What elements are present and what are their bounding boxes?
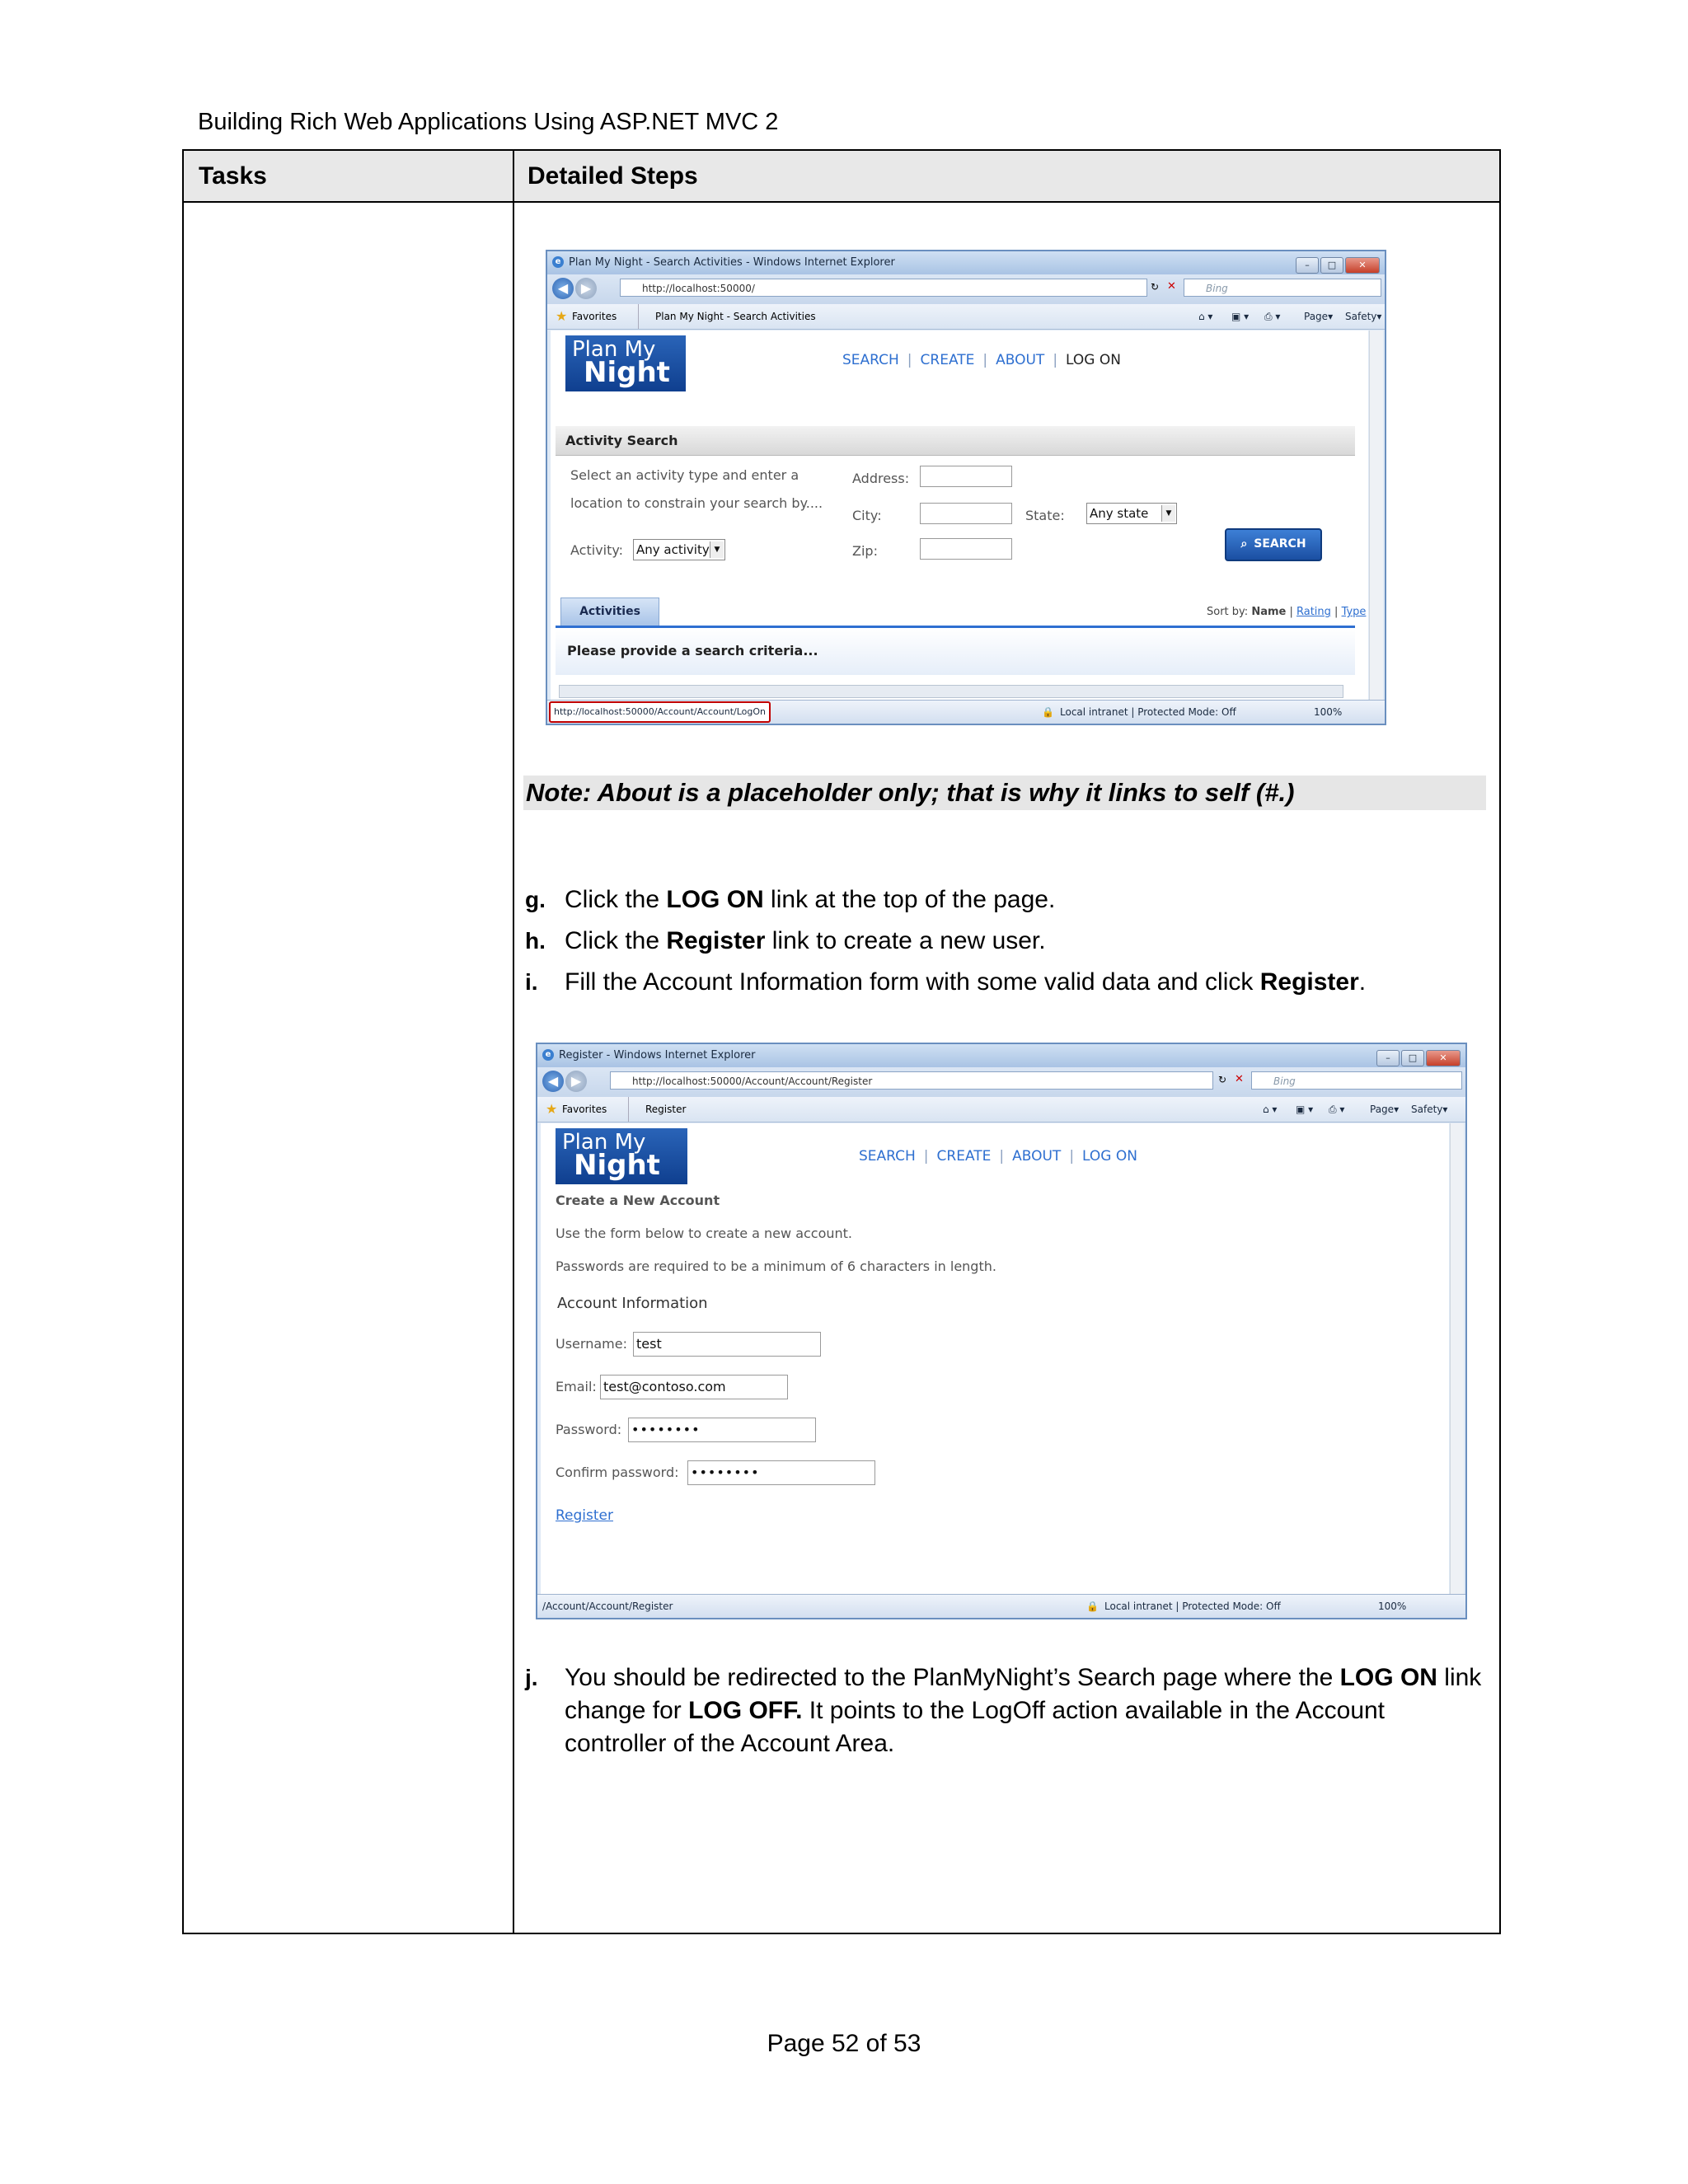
browser-tab[interactable] (638, 304, 886, 329)
nav-create-link[interactable]: CREATE (936, 1148, 992, 1165)
zone-icon: 🔒 (1086, 1601, 1099, 1612)
search-box[interactable]: Bing (1251, 1071, 1462, 1090)
nav-logon-link[interactable]: LOG ON (1066, 352, 1121, 368)
nav-create-link[interactable]: CREATE (920, 352, 975, 368)
window-title: Plan My Night - Search Activities - Windows Internet Explorer (569, 256, 895, 269)
status-bar (547, 700, 1385, 724)
safety-menu[interactable]: Safety▾ (1411, 1104, 1448, 1115)
section-title: Account Information (557, 1295, 708, 1312)
back-arrow-icon[interactable]: ◀ (552, 278, 574, 299)
dropdown-arrow-icon: ▼ (710, 541, 724, 558)
results-message: Please provide a search criteria... (556, 626, 1355, 675)
tab-activities[interactable]: Activities (560, 598, 659, 626)
home-icon[interactable]: ⌂ ▾ (1263, 1104, 1278, 1115)
steps-column-header: Detailed Steps (528, 162, 698, 190)
city-input[interactable] (920, 503, 1012, 524)
username-input[interactable]: test (633, 1332, 821, 1357)
minimize-button[interactable]: – (1296, 257, 1319, 274)
intro-line2: Passwords are required to be a minimum of 6 characters in length. (556, 1258, 996, 1274)
search-box[interactable]: Bing (1184, 279, 1381, 297)
print-icon[interactable]: ⎙ ▾ (1329, 1104, 1345, 1115)
back-arrow-icon[interactable]: ◀ (542, 1071, 564, 1092)
tasks-column-header: Tasks (199, 162, 267, 190)
activity-label: Activity: (570, 542, 624, 558)
zoom-level[interactable]: 100% (1314, 706, 1343, 718)
sort-name-link[interactable]: Name (1251, 606, 1287, 618)
nav-about-link[interactable]: ABOUT (1012, 1148, 1062, 1165)
sort-controls: Sort by: Name | Rating | Type (1207, 606, 1367, 618)
magnifier-icon: ⌕ (1240, 537, 1248, 551)
activity-search-panel-title: Activity Search (556, 426, 1355, 456)
zoom-level[interactable]: 100% (1378, 1601, 1407, 1612)
page-menu[interactable]: Page▾ (1370, 1104, 1400, 1115)
nav-about-link[interactable]: ABOUT (996, 352, 1045, 368)
refresh-icon[interactable]: ↻ (1151, 281, 1160, 293)
intro-line1: Use the form below to create a new account. (556, 1226, 853, 1241)
zone-icon: 🔒 (1042, 706, 1054, 718)
page-number: Page 52 of 53 (767, 2030, 921, 2057)
window-titlebar (537, 1044, 1465, 1067)
search-hint-line1: Select an activity type and enter a (570, 467, 799, 483)
window-titlebar (547, 251, 1385, 274)
page-content (541, 1123, 1449, 1596)
sort-rating-link[interactable]: Rating (1296, 606, 1331, 618)
search-hint-line2: location to constrain your search by.... (570, 495, 823, 511)
register-link[interactable]: Register (556, 1507, 613, 1524)
note-callout: Note: About is a placeholder only; that is why it links to self (#.) (523, 776, 1486, 810)
security-zone: Local intranet | Protected Mode: Off (1104, 1601, 1281, 1612)
url-input[interactable]: http://localhost:50000/ (620, 279, 1147, 297)
zip-label: Zip: (852, 543, 878, 559)
dropdown-arrow-icon: ▼ (1161, 505, 1175, 522)
home-icon[interactable]: ⌂ ▾ (1198, 311, 1213, 322)
refresh-icon[interactable]: ↻ (1218, 1074, 1227, 1085)
vertical-scrollbar[interactable] (1369, 330, 1383, 702)
search-button[interactable]: ⌕ SEARCH (1225, 528, 1322, 561)
document-header: Building Rich Web Applications Using ASP.NET MVC 2 (198, 109, 779, 135)
nav-logon-link[interactable]: LOG ON (1082, 1148, 1137, 1165)
page-content (551, 330, 1368, 702)
state-select[interactable]: Any state ▼ (1086, 503, 1177, 524)
city-label: City: (852, 508, 882, 523)
confirm-password-input[interactable]: •••••••• (687, 1460, 875, 1485)
browser-tab-label: Plan My Night - Search Activities (655, 311, 816, 322)
nav-search-link[interactable]: SEARCH (842, 352, 899, 368)
horizontal-scrollbar[interactable] (559, 685, 1343, 698)
close-button[interactable]: ✕ (1426, 1050, 1461, 1066)
table-header-row (184, 151, 1499, 203)
activity-select[interactable]: Any activity ▼ (633, 539, 725, 560)
favorites-star-icon: ★ (546, 1101, 558, 1117)
print-icon[interactable]: ⎙ ▾ (1264, 311, 1281, 322)
address-input[interactable] (920, 466, 1012, 487)
password-label: Password: (556, 1422, 622, 1437)
browser-tab-label: Register (645, 1104, 687, 1115)
address-bar-row (537, 1067, 1465, 1097)
zip-input[interactable] (920, 538, 1012, 560)
favorites-bar (537, 1097, 1465, 1122)
forward-arrow-icon[interactable]: ▶ (565, 1071, 587, 1092)
column-divider (513, 151, 514, 1933)
window-title: Register - Windows Internet Explorer (559, 1049, 756, 1062)
state-label: State: (1025, 508, 1065, 523)
plan-my-night-logo[interactable]: Plan My Night (556, 1128, 687, 1184)
feeds-icon[interactable]: ▣ ▾ (1231, 311, 1250, 322)
favorites-button[interactable]: Favorites (572, 311, 617, 322)
stop-icon[interactable]: ✕ (1235, 1073, 1244, 1085)
url-input[interactable]: http://localhost:50000/Account/Account/Register (610, 1071, 1213, 1090)
page-heading: Create a New Account (556, 1193, 720, 1208)
email-input[interactable]: test@contoso.com (600, 1375, 788, 1399)
favorites-star-icon: ★ (556, 308, 568, 324)
security-zone: Local intranet | Protected Mode: Off (1060, 706, 1236, 718)
address-label: Address: (852, 471, 910, 486)
favorites-button[interactable]: Favorites (562, 1104, 607, 1115)
safety-menu[interactable]: Safety▾ (1345, 311, 1382, 322)
close-button[interactable]: ✕ (1345, 257, 1380, 274)
sort-type-link[interactable]: Type (1341, 606, 1367, 618)
feeds-icon[interactable]: ▣ ▾ (1296, 1104, 1314, 1115)
address-bar-row (547, 274, 1385, 304)
favorites-bar (547, 304, 1385, 330)
page-menu[interactable]: Page▾ (1304, 311, 1334, 322)
browser-tab[interactable] (628, 1097, 893, 1122)
forward-arrow-icon[interactable]: ▶ (575, 278, 597, 299)
vertical-scrollbar[interactable] (1450, 1123, 1464, 1596)
site-nav: SEARCH | CREATE | ABOUT | LOG ON (859, 1148, 1137, 1165)
browser-window-register (536, 1043, 1467, 1619)
username-label: Username: (556, 1336, 627, 1352)
status-bar (537, 1594, 1465, 1618)
confirm-password-label: Confirm password: (556, 1465, 679, 1480)
password-input[interactable]: •••••••• (628, 1418, 816, 1442)
maximize-button[interactable]: □ (1401, 1050, 1424, 1066)
nav-search-link[interactable]: SEARCH (859, 1148, 916, 1165)
status-url: /Account/Account/Register (542, 1601, 673, 1612)
status-url: http://localhost:50000/Account/Account/LogOn (549, 701, 771, 723)
ie-icon: e (542, 1049, 554, 1061)
minimize-button[interactable]: – (1376, 1050, 1400, 1066)
stop-icon[interactable]: ✕ (1167, 280, 1176, 293)
browser-window-search (546, 250, 1386, 725)
ie-icon: e (552, 256, 564, 268)
email-label: Email: (556, 1379, 597, 1394)
maximize-button[interactable]: □ (1320, 257, 1343, 274)
site-nav: SEARCH | CREATE | ABOUT | LOG ON (842, 352, 1121, 368)
plan-my-night-logo[interactable]: Plan My Night (565, 335, 686, 391)
